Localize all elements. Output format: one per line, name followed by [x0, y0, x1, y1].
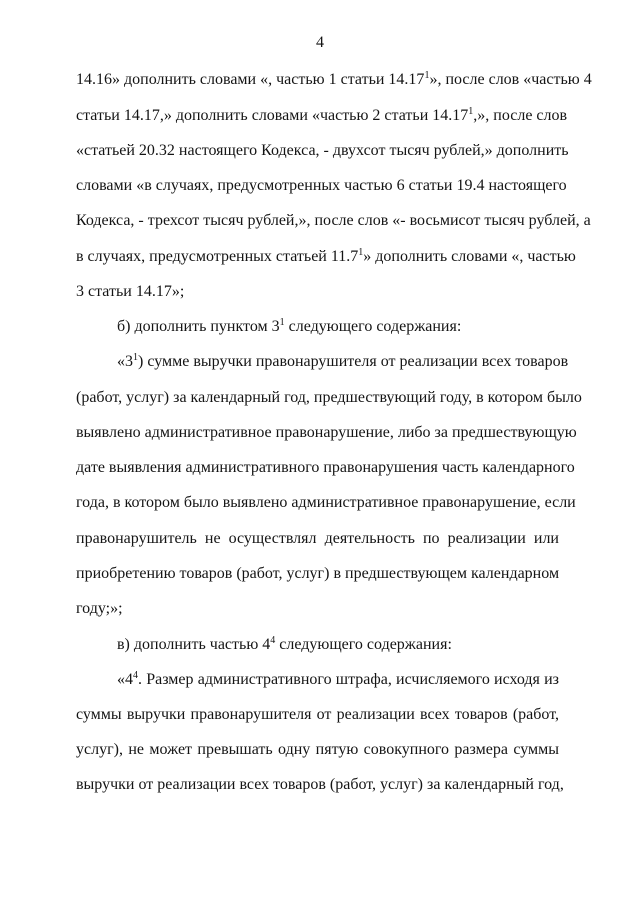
text-line	[76, 493, 576, 513]
text-run: дате выявления административного правонарушения часть календарного	[76, 459, 575, 476]
text-run: 14.16» дополнить словами «, частью 1 статьи 14.17	[76, 71, 425, 88]
text-line	[76, 70, 592, 90]
text-run: следующего содержания:	[275, 636, 452, 653]
text-run: в случаях, предусмотренных статьей 11.7	[76, 248, 359, 265]
text-run: в) дополнить частью 4	[117, 636, 271, 653]
text-run: услуг), не может превышать одну пятую совокупного размера суммы	[76, 741, 559, 758]
text-run: года, в котором было выявлено административное правонарушение, если	[76, 494, 576, 511]
page-number: 4	[316, 34, 324, 51]
text-line	[76, 388, 582, 408]
text-run: выручки от реализации всех товаров (работ, услуг) за календарный год,	[76, 776, 564, 793]
superscript: 1	[133, 352, 138, 363]
text-run: б) дополнить пунктом 3	[117, 318, 280, 335]
superscript: 4	[270, 635, 276, 646]
text-run: . Размер административного штрафа, исчисляемого исходя из	[138, 671, 559, 688]
text-run: выявлено административное правонарушение, либо за предшествующую	[76, 424, 577, 441]
superscript: 1	[358, 247, 364, 258]
text-line	[76, 176, 567, 196]
text-run: году;»;	[76, 600, 123, 617]
text-run: статьи 14.17,» дополнить словами «частью 2 статьи 14.17	[76, 107, 469, 124]
text-run: », после слов «частью 4	[429, 71, 592, 88]
text-run: правонарушитель не осуществлял деятельность по реализации или	[76, 530, 559, 547]
text-line	[76, 141, 569, 161]
text-line	[76, 211, 591, 231]
text-line	[117, 635, 559, 655]
text-run: 3 статьи 14.17»;	[76, 283, 185, 300]
text-run: «4	[117, 671, 133, 688]
text-line	[76, 740, 559, 760]
text-run: «3	[117, 353, 133, 370]
superscript: 4	[133, 670, 138, 681]
text-line	[76, 599, 559, 619]
text-line	[117, 352, 569, 372]
text-line	[76, 247, 576, 267]
text-run: «статьей 20.32 настоящего Кодекса, - двухсот тысяч рублей,» дополнить	[76, 142, 569, 159]
text-run: приобретению товаров (работ, услуг) в предшествующем календарном	[76, 565, 560, 582]
text-line	[76, 106, 568, 126]
superscript: 1	[424, 70, 430, 81]
superscript: 1	[279, 317, 285, 328]
text-line	[76, 529, 559, 549]
text-line	[117, 670, 559, 690]
text-line	[76, 282, 559, 302]
text-run: Кодекса, - трехсот тысяч рублей,», после слов «- восьмисот тысяч рублей, а	[76, 212, 591, 229]
text-line	[76, 423, 577, 443]
text-run: ) сумме выручки правонарушителя от реализации всех товаров	[138, 353, 569, 370]
text-run: словами «в случаях, предусмотренных частью 6 статьи 19.4 настоящего	[76, 177, 567, 194]
text-line	[76, 775, 564, 795]
text-line	[117, 317, 559, 337]
text-line	[76, 564, 559, 584]
text-run: » дополнить словами «, частью	[363, 248, 576, 265]
superscript: 1	[468, 106, 474, 117]
text-run: суммы выручки правонарушителя от реализации всех товаров (работ,	[76, 706, 559, 723]
text-run: ,», после слов	[473, 107, 568, 124]
text-run: следующего содержания:	[284, 318, 462, 335]
text-line	[76, 705, 559, 725]
text-line	[76, 458, 575, 478]
text-run: (работ, услуг) за календарный год, предшествующий году, в котором было	[76, 389, 582, 406]
